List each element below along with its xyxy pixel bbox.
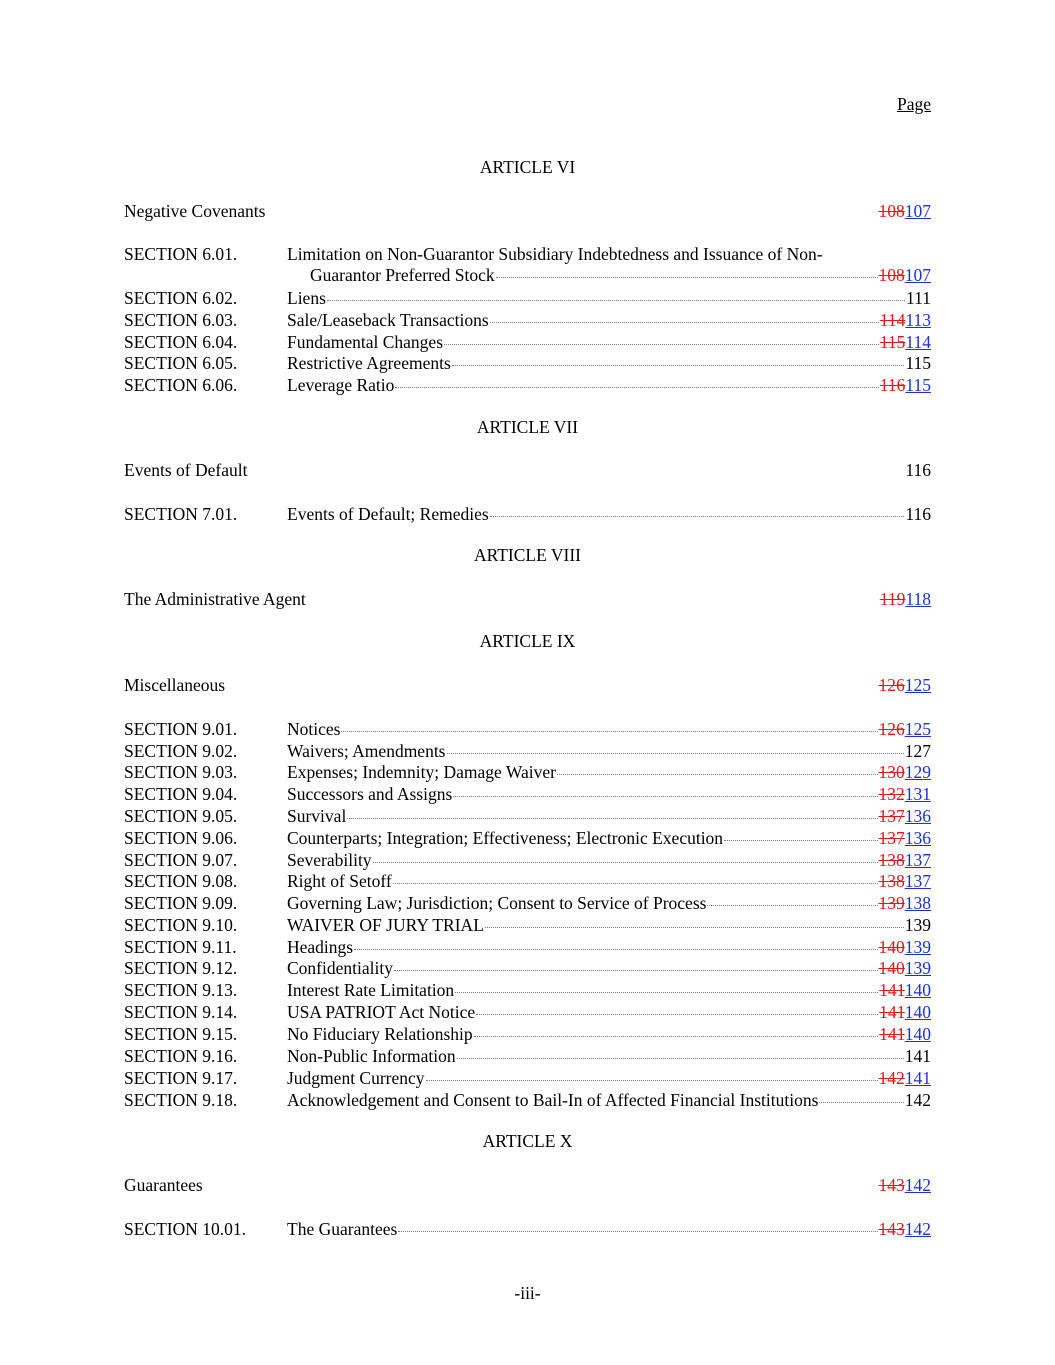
- section-number: SECTION 9.10.: [124, 915, 238, 935]
- page-ref: [879, 937, 932, 958]
- old-page-number: 115: [879, 332, 906, 352]
- new-page-number: 129: [904, 762, 931, 782]
- section-number: SECTION 9.07.: [124, 850, 238, 870]
- old-page-number: 137: [878, 806, 905, 826]
- page-ref: [879, 893, 932, 914]
- section-number: SECTION 10.01.: [124, 1219, 247, 1239]
- old-page-number: 140: [878, 958, 905, 978]
- article-page-ref[interactable]: [879, 675, 932, 696]
- toc-entry[interactable]: [124, 244, 931, 288]
- section-number: SECTION 6.04.: [124, 332, 238, 352]
- section-title: Sale/Leaseback Transactions: [287, 310, 489, 330]
- section-title: Interest Rate Limitation: [287, 980, 455, 1000]
- page-ref: [880, 375, 931, 396]
- section-number: SECTION 6.03.: [124, 310, 238, 330]
- dot-leader: [707, 905, 877, 906]
- page-ref: [880, 332, 931, 353]
- toc-entry[interactable]: [124, 1219, 931, 1241]
- toc-entry[interactable]: [124, 504, 931, 526]
- new-page-number: 125: [904, 719, 931, 739]
- page-ref: [879, 828, 932, 849]
- page-ref: [879, 958, 932, 979]
- page-ref: [879, 1002, 931, 1023]
- old-page-number: 126: [878, 675, 905, 695]
- article-title: Events of Default: [124, 460, 248, 480]
- section-title: Governing Law; Jurisdiction; Consent to Service of Process: [287, 893, 707, 913]
- section-title: Headings: [287, 937, 354, 957]
- old-page-number: 108: [878, 201, 905, 221]
- dot-leader: [476, 1014, 878, 1015]
- section-title: Leverage Ratio: [287, 375, 395, 395]
- article-page-ref[interactable]: [880, 589, 931, 610]
- page-ref: [879, 871, 932, 892]
- section-number: SECTION 9.17.: [124, 1068, 238, 1088]
- page-number: 116: [905, 504, 931, 524]
- new-page-number: 140: [904, 1024, 931, 1044]
- new-page-number: 142: [904, 1219, 931, 1239]
- section-title: Liens: [287, 288, 326, 308]
- new-page-number: 140: [904, 1002, 931, 1022]
- section-number: SECTION 7.01.: [124, 504, 238, 524]
- page-ref: [879, 806, 932, 827]
- section-title-line2: Guarantor Preferred Stock: [310, 265, 495, 285]
- section-number: SECTION 9.18.: [124, 1090, 238, 1110]
- toc-entry[interactable]: [124, 980, 931, 1002]
- old-page-number: 142: [878, 1068, 905, 1088]
- section-title: Acknowledgement and Consent to Bail-In of Affected Financial Institutions: [287, 1090, 819, 1110]
- article-page-ref[interactable]: [879, 1175, 932, 1196]
- dot-leader: [327, 300, 905, 301]
- section-number: SECTION 9.12.: [124, 958, 238, 978]
- dot-leader: [455, 992, 878, 993]
- toc-entry[interactable]: [124, 937, 931, 959]
- toc-entry[interactable]: [124, 958, 931, 980]
- page-ref: [879, 1219, 932, 1240]
- dot-leader: [452, 365, 905, 366]
- section-number: SECTION 6.01.: [124, 244, 238, 264]
- dot-leader: [447, 753, 904, 754]
- section-number: SECTION 9.11.: [124, 937, 237, 957]
- section-title: Events of Default; Remedies: [287, 504, 489, 524]
- page-ref: [879, 1068, 932, 1089]
- article-heading: ARTICLE IX: [479, 631, 576, 651]
- section-title: Fundamental Changes: [287, 332, 444, 352]
- old-page-number: 108: [878, 265, 905, 285]
- old-page-number: 130: [878, 762, 905, 782]
- dot-leader: [557, 774, 878, 775]
- toc-entry[interactable]: [124, 784, 931, 806]
- section-number: SECTION 6.06.: [124, 375, 238, 395]
- dot-leader: [474, 1036, 878, 1037]
- article-page-number[interactable]: 116: [905, 460, 931, 480]
- toc-entry[interactable]: [124, 1002, 931, 1024]
- old-page-number: 143: [878, 1219, 905, 1239]
- section-title: WAIVER OF JURY TRIAL: [287, 915, 484, 935]
- page-number: 127: [904, 741, 931, 761]
- new-page-number: 118: [905, 589, 931, 609]
- page-number: 139: [904, 915, 931, 935]
- page-number-footer: -iii-: [514, 1283, 541, 1303]
- section-title-line1: Limitation on Non-Guarantor Subsidiary Indebtedness and Issuance of Non-: [287, 244, 823, 264]
- section-title: Restrictive Agreements: [287, 353, 451, 373]
- section-number: SECTION 9.01.: [124, 719, 238, 739]
- dot-leader: [395, 387, 878, 388]
- toc-entry[interactable]: [124, 310, 931, 332]
- dot-leader: [490, 322, 879, 323]
- toc-entry[interactable]: [124, 828, 931, 850]
- section-title: Right of Setoff: [287, 871, 392, 891]
- page-number: 141: [904, 1046, 931, 1066]
- old-page-number: 119: [879, 589, 906, 609]
- page-ref: [879, 850, 932, 871]
- page-ref: [879, 980, 931, 1001]
- page-ref: [879, 784, 932, 805]
- new-page-number: 137: [904, 871, 931, 891]
- section-title: Judgment Currency: [287, 1068, 425, 1088]
- toc-entry[interactable]: [124, 741, 931, 763]
- section-title: Counterparts; Integration; Effectiveness; Electronic Execution: [287, 828, 724, 848]
- dot-leader: [393, 883, 878, 884]
- old-page-number: 132: [878, 784, 905, 804]
- article-title: Guarantees: [124, 1175, 203, 1195]
- old-page-number: 141: [879, 1002, 905, 1022]
- toc-entry[interactable]: [124, 353, 931, 375]
- new-page-number: 142: [904, 1175, 931, 1195]
- page-ref: [879, 719, 932, 740]
- dot-leader: [426, 1080, 878, 1081]
- toc-entry[interactable]: [124, 893, 931, 915]
- section-number: SECTION 9.03.: [124, 762, 238, 782]
- dot-leader: [373, 862, 878, 863]
- new-page-number: 136: [904, 828, 931, 848]
- section-title: Severability: [287, 850, 372, 870]
- toc-entry[interactable]: [124, 1068, 931, 1090]
- dot-leader: [724, 840, 877, 841]
- new-page-number: 136: [904, 806, 931, 826]
- section-number: SECTION 9.14.: [124, 1002, 238, 1022]
- new-page-number: 107: [904, 201, 931, 221]
- new-page-number: 115: [905, 375, 931, 395]
- toc-entry[interactable]: [124, 375, 931, 397]
- toc-entry[interactable]: [124, 871, 931, 893]
- page-column-header: Page: [896, 94, 931, 114]
- section-number: SECTION 9.09.: [124, 893, 238, 913]
- dot-leader: [490, 516, 905, 517]
- page-ref: [879, 1024, 931, 1045]
- old-page-number: 137: [878, 828, 905, 848]
- section-number: SECTION 9.02.: [124, 741, 238, 761]
- old-page-number: 138: [878, 850, 905, 870]
- section-title: Survival: [287, 806, 347, 826]
- old-page-number: 140: [878, 937, 905, 957]
- new-page-number: 139: [904, 958, 931, 978]
- old-page-number: 141: [879, 1024, 905, 1044]
- toc-entry[interactable]: [124, 850, 931, 872]
- article-page-ref[interactable]: [879, 201, 932, 222]
- section-number: SECTION 9.05.: [124, 806, 238, 826]
- section-title: Expenses; Indemnity; Damage Waiver: [287, 762, 556, 782]
- dot-leader: [485, 927, 904, 928]
- section-number: SECTION 9.06.: [124, 828, 238, 848]
- old-page-number: 138: [878, 871, 905, 891]
- new-page-number: 131: [904, 784, 931, 804]
- page-ref: [879, 265, 932, 286]
- dot-leader: [394, 970, 878, 971]
- new-page-number: 114: [905, 332, 931, 352]
- section-number: SECTION 9.13.: [124, 980, 238, 1000]
- new-page-number: 140: [904, 980, 931, 1000]
- dot-leader: [398, 1231, 877, 1232]
- new-page-number: 139: [904, 937, 931, 957]
- new-page-number: 125: [904, 675, 931, 695]
- old-page-number: 143: [878, 1175, 905, 1195]
- old-page-number: 116: [879, 375, 906, 395]
- section-title: No Fiduciary Relationship: [287, 1024, 473, 1044]
- new-page-number: 113: [905, 310, 931, 330]
- dot-leader: [354, 949, 877, 950]
- section-number: SECTION 9.15.: [124, 1024, 238, 1044]
- article-title: Miscellaneous: [124, 675, 226, 695]
- section-number: SECTION 9.04.: [124, 784, 238, 804]
- section-number: SECTION 9.08.: [124, 871, 238, 891]
- article-title: Negative Covenants: [124, 201, 266, 221]
- page-number: 115: [905, 353, 931, 373]
- page-ref: [879, 762, 932, 783]
- section-number: SECTION 6.05.: [124, 353, 238, 373]
- section-number: SECTION 9.16.: [124, 1046, 238, 1066]
- dot-leader: [457, 1058, 904, 1059]
- toc-entry[interactable]: [124, 806, 931, 828]
- toc-entry[interactable]: [124, 332, 931, 354]
- new-page-number: 137: [904, 850, 931, 870]
- dot-leader: [496, 277, 878, 278]
- new-page-number: 138: [904, 893, 931, 913]
- toc-entry[interactable]: [124, 719, 931, 741]
- article-title: The Administrative Agent: [124, 589, 306, 609]
- page-number: 142: [904, 1090, 931, 1110]
- section-title: Non-Public Information: [287, 1046, 456, 1066]
- toc-entry[interactable]: [124, 288, 931, 310]
- article-heading: ARTICLE VII: [476, 417, 579, 437]
- toc-entry[interactable]: [124, 1090, 931, 1112]
- section-number: SECTION 6.02.: [124, 288, 238, 308]
- section-title: Successors and Assigns: [287, 784, 453, 804]
- old-page-number: 141: [879, 980, 905, 1000]
- section-title: Confidentiality: [287, 958, 393, 978]
- toc-entry[interactable]: [124, 1024, 931, 1046]
- dot-leader: [341, 731, 877, 732]
- dot-leader: [819, 1102, 903, 1103]
- page-number: 111: [906, 288, 931, 308]
- toc-entry[interactable]: [124, 915, 931, 937]
- section-title: USA PATRIOT Act Notice: [287, 1002, 476, 1022]
- new-page-number: 107: [904, 265, 931, 285]
- new-page-number: 141: [904, 1068, 931, 1088]
- old-page-number: 139: [878, 893, 905, 913]
- article-heading: ARTICLE X: [482, 1131, 573, 1151]
- dot-leader: [453, 796, 877, 797]
- toc-entry[interactable]: [124, 1046, 931, 1068]
- old-page-number: 126: [878, 719, 905, 739]
- page-ref: [880, 310, 931, 331]
- dot-leader: [347, 818, 877, 819]
- article-heading: ARTICLE VIII: [473, 545, 581, 565]
- dot-leader: [444, 344, 879, 345]
- article-heading: ARTICLE VI: [479, 157, 576, 177]
- toc-entry[interactable]: [124, 762, 931, 784]
- section-title: The Guarantees: [287, 1219, 398, 1239]
- section-title: Notices: [287, 719, 341, 739]
- old-page-number: 114: [879, 310, 906, 330]
- section-title: Waivers; Amendments: [287, 741, 446, 761]
